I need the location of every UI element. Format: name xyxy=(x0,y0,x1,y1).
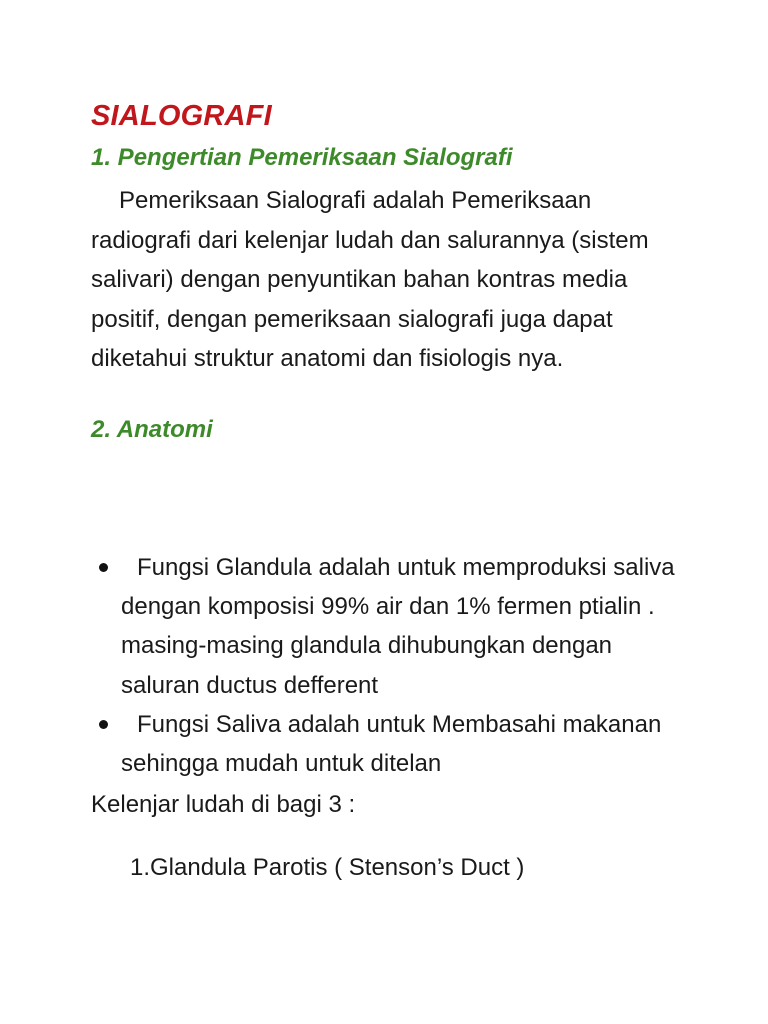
section-paragraph-pengertian: Pemeriksaan Sialografi adalah Pemeriksaan radiografi dari kelenjar ludah dan salurannya (sistem salivari) dengan penyuntikan bahan kontras media positif, dengan pemeriksaan sialografi juga dapat diketahui struktur anatomi dan fisiologis nya. xyxy=(91,187,649,372)
bullet-icon xyxy=(99,563,108,572)
section-heading-anatomi: 2. Anatomi xyxy=(91,416,213,443)
document-title: SIALOGRAFI xyxy=(91,100,272,132)
section-heading-pengertian: 1. Pengertian Pemeriksaan Sialografi xyxy=(91,144,513,171)
bullet-text: Fungsi Saliva adalah untuk Membasahi makanan sehingga mudah untuk ditelan xyxy=(121,710,662,778)
kelenjar-intro-text: Kelenjar ludah di bagi 3 : xyxy=(91,791,356,818)
bullet-list xyxy=(0,548,768,783)
bullet-icon xyxy=(99,720,108,729)
numbered-item-parotis: 1.Glandula Parotis ( Stenson’s Duct ) xyxy=(130,854,525,881)
list-item xyxy=(0,548,681,705)
list-item xyxy=(0,705,681,783)
bullet-text: Fungsi Glandula adalah untuk memproduksi saliva dengan komposisi 99% air dan 1% fermen ptialin . masing-masing glandula dihubungkan dengan saluran ductus defferent xyxy=(121,554,675,699)
